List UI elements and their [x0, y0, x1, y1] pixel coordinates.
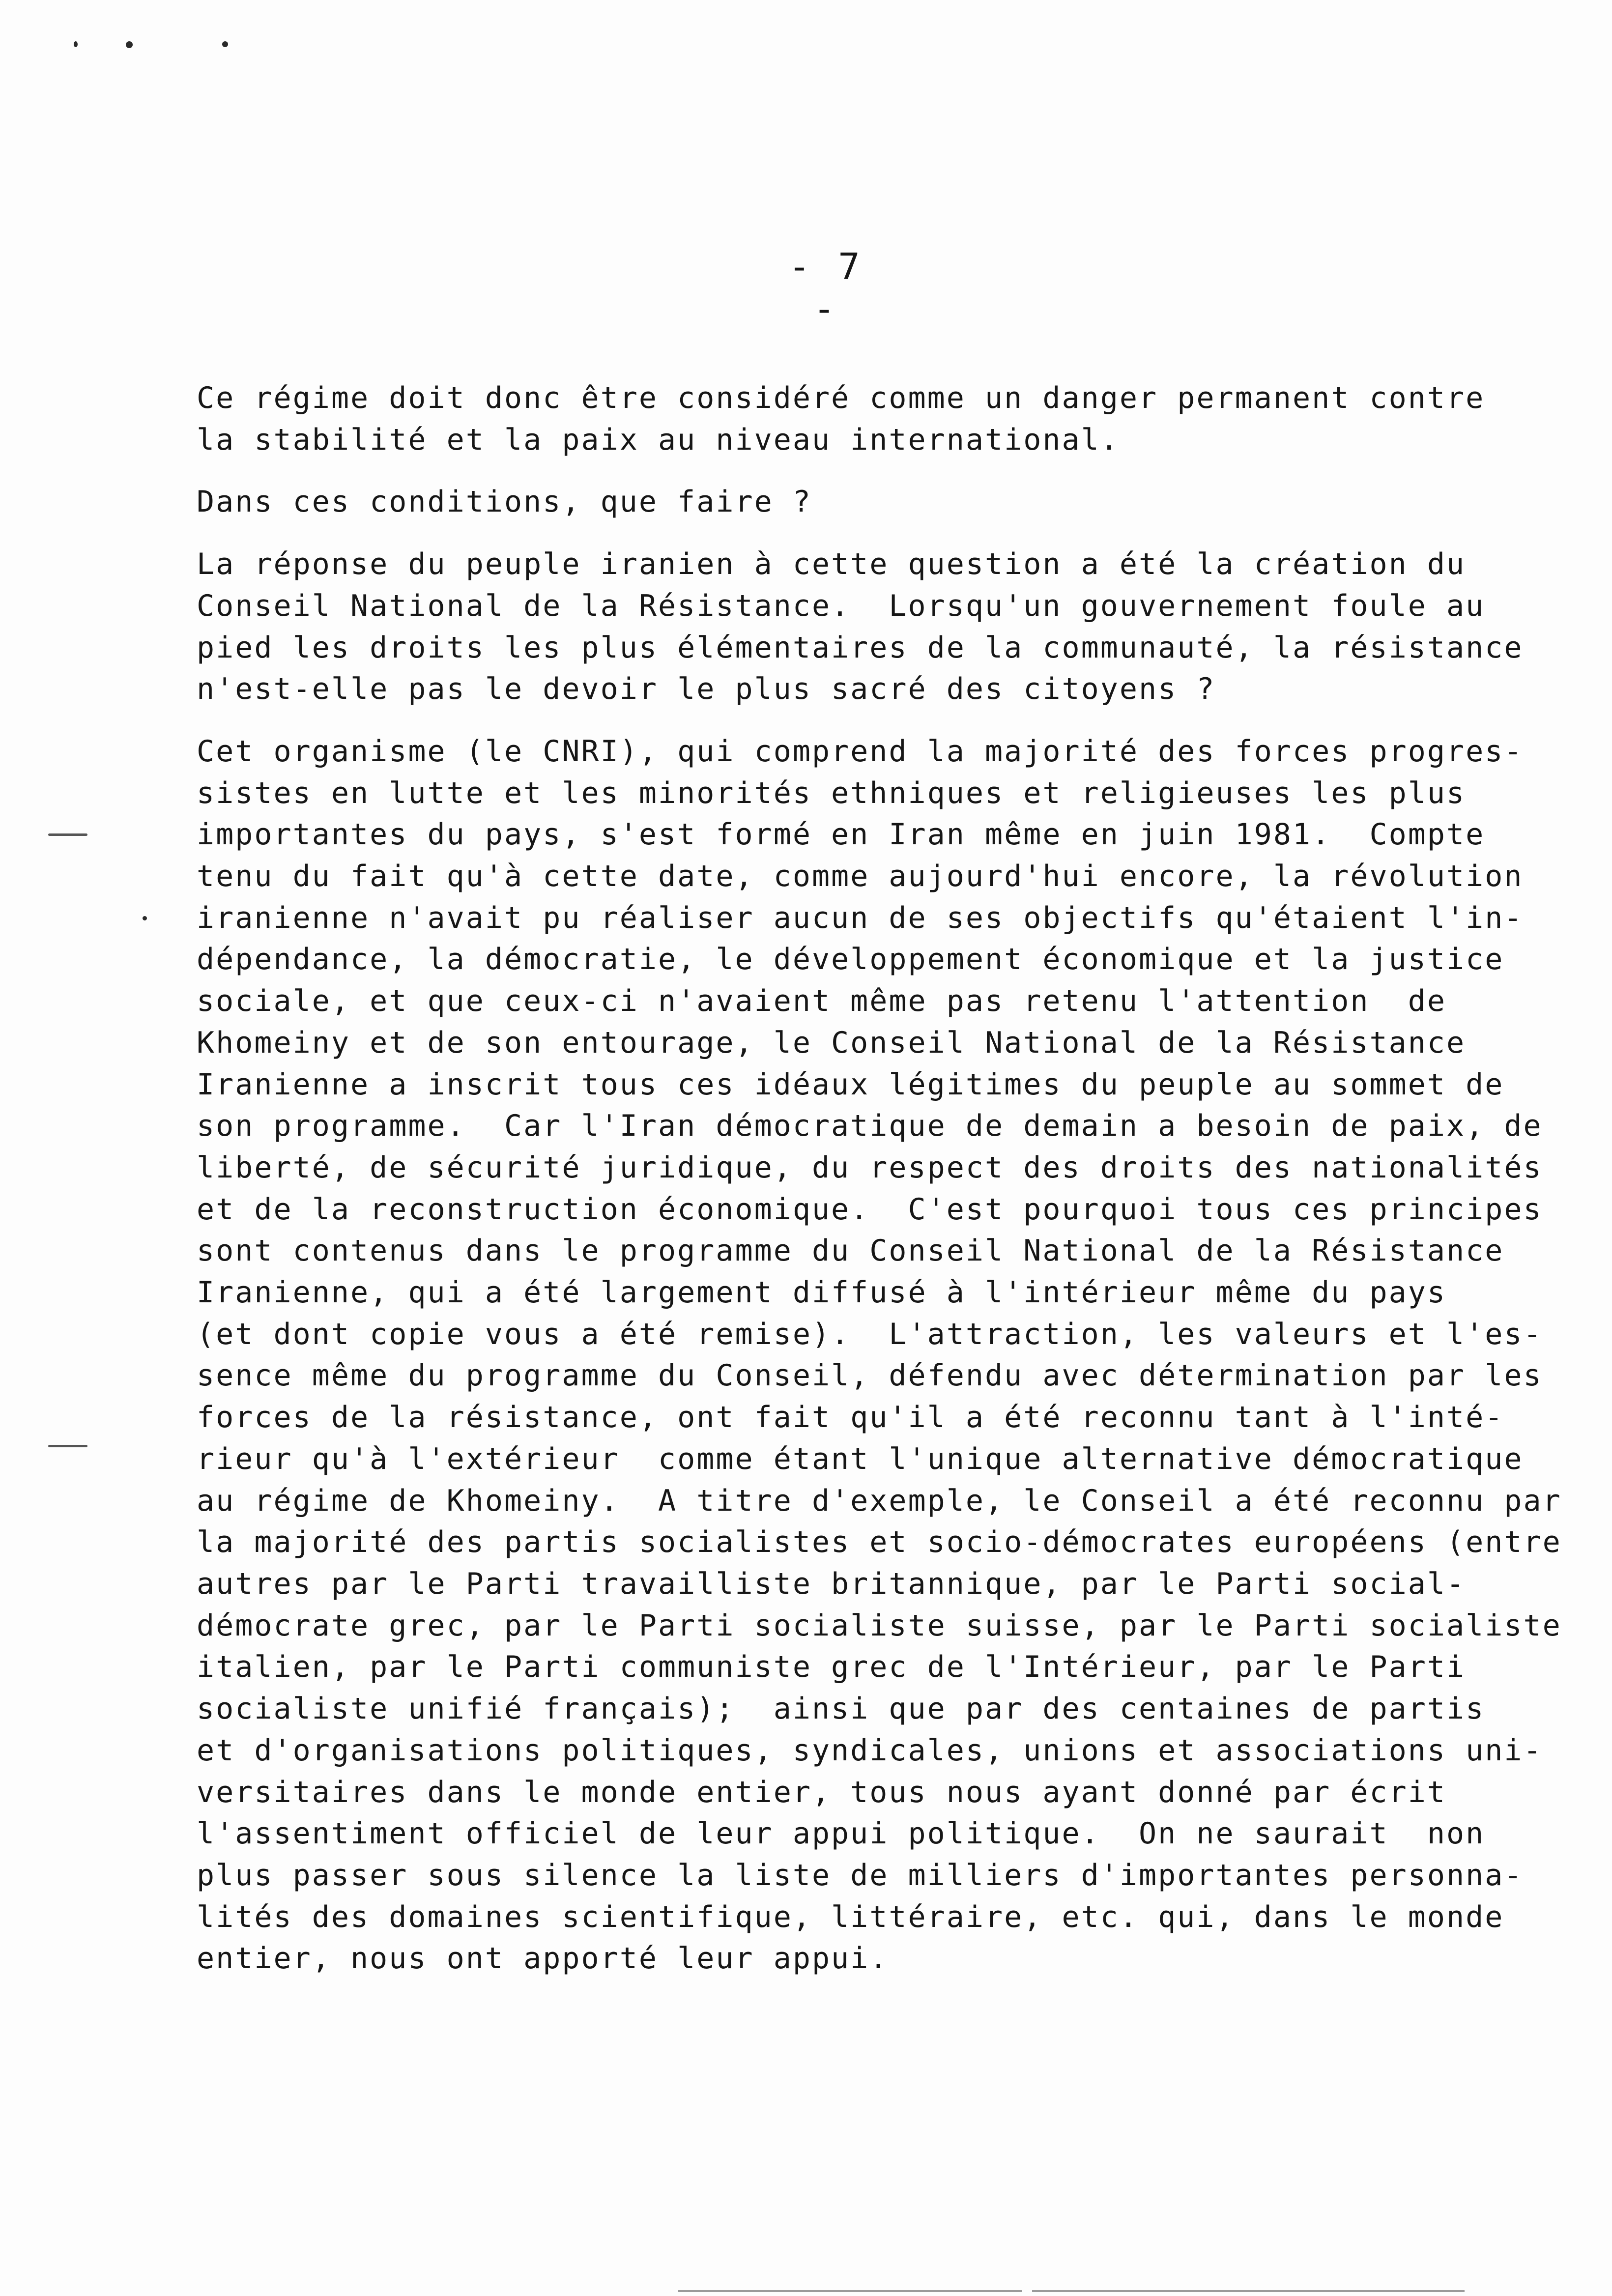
margin-mark: [48, 1445, 87, 1447]
text-line: sont contenus dans le programme du Conseil National de la Résistance: [197, 1234, 1504, 1268]
paragraph: [197, 731, 1562, 1980]
text-line: autres par le Parti travailliste britannique, par le Parti social-: [197, 1566, 1466, 1601]
paragraph: [197, 544, 1524, 710]
scan-speck: [222, 41, 228, 47]
text-line: tenu du fait qu'à cette date, comme aujourd'hui encore, la révolution: [197, 859, 1524, 894]
text-line: Iranienne a inscrit tous ces idéaux légitimes du peuple au sommet de: [197, 1067, 1504, 1102]
scan-speck: [143, 916, 147, 920]
scan-speck: [74, 41, 78, 47]
text-line: lités des domaines scientifique, littéraire, etc. qui, dans le monde: [197, 1899, 1504, 1934]
text-line: Ce régime doit donc être considéré comme un danger permanent contre: [197, 381, 1485, 415]
text-line: et de la reconstruction économique. C'est pourquoi tous ces principes: [197, 1192, 1543, 1227]
paragraph: [197, 481, 1474, 523]
text-line: Conseil National de la Résistance. Lorsqu'un gouvernement foule au: [197, 588, 1485, 623]
text-line: sistes en lutte et les minorités ethniques et religieuses les plus: [197, 775, 1466, 810]
text-line: pied les droits les plus élémentaires de la communauté, la résistance: [197, 630, 1524, 665]
text-line: Khomeiny et de son entourage, le Conseil National de la Résistance: [197, 1025, 1466, 1060]
scan-speck: [126, 41, 133, 48]
text-line: socialiste unifié français); ainsi que par des centaines de partis: [197, 1692, 1485, 1726]
text-line: iranienne n'avait pu réaliser aucun de ses objectifs qu'étaient l'in-: [197, 900, 1524, 935]
text-line: versitaires dans le monde entier, tous nous ayant donné par écrit: [197, 1775, 1446, 1809]
text-line: La réponse du peuple iranien à cette question a été la création du: [197, 547, 1466, 582]
bottom-edge-line: [1032, 2290, 1465, 2292]
text-line: sence même du programme du Conseil, défendu avec détermination par les: [197, 1358, 1543, 1393]
text-line: au régime de Khomeiny. A titre d'exemple, le Conseil a été reconnu par: [197, 1483, 1562, 1518]
text-line: son programme. Car l'Iran démocratique de demain a besoin de paix, de: [197, 1109, 1543, 1144]
bottom-edge-line: [678, 2290, 1022, 2292]
text-line: rieur qu'à l'extérieur comme étant l'unique alternative démocratique: [197, 1441, 1524, 1476]
text-line: l'assentiment officiel de leur appui politique. On ne saurait non: [197, 1816, 1485, 1851]
text-line: Iranienne, qui a été largement diffusé à l'intérieur même du pays: [197, 1275, 1446, 1310]
text-line: entier, nous ont apporté leur appui.: [197, 1941, 889, 1976]
text-line: Cet organisme (le CNRI), qui comprend la majorité des forces progres-: [197, 734, 1524, 769]
text-line: la stabilité et la paix au niveau international.: [197, 422, 1120, 457]
margin-mark: [48, 833, 87, 836]
text-line: plus passer sous silence la liste de milliers d'importantes personna-: [197, 1858, 1524, 1893]
text-line: forces de la résistance, ont fait qu'il a été reconnu tant à l'inté-: [197, 1400, 1504, 1435]
text-line: italien, par le Parti communiste grec de l'Intérieur, par le Parti: [197, 1650, 1466, 1685]
text-line: importantes du pays, s'est formé en Iran même en juin 1981. Compte: [197, 817, 1485, 852]
text-line: dépendance, la démocratie, le développement économique et la justice: [197, 942, 1504, 977]
document-body: [197, 377, 1562, 2000]
text-line: et d'organisations politiques, syndicales, unions et associations uni-: [197, 1733, 1543, 1768]
text-line: liberté, de sécurité juridique, du respect des droits des nationalités: [197, 1150, 1543, 1185]
text-line: (et dont copie vous a été remise). L'attraction, les valeurs et l'es-: [197, 1317, 1543, 1351]
text-line: n'est-elle pas le devoir le plus sacré des citoyens ?: [197, 672, 1216, 707]
page-number: - 7 -: [788, 246, 863, 330]
paragraph: [197, 377, 1485, 460]
text-line: sociale, et que ceux-ci n'avaient même pas retenu l'attention de: [197, 984, 1446, 1019]
text-line: la majorité des partis socialistes et socio-démocrates européens (entre: [197, 1525, 1562, 1560]
text-line: Dans ces conditions, que faire ?: [197, 485, 812, 519]
text-line: démocrate grec, par le Parti socialiste suisse, par le Parti socialiste: [197, 1608, 1562, 1643]
